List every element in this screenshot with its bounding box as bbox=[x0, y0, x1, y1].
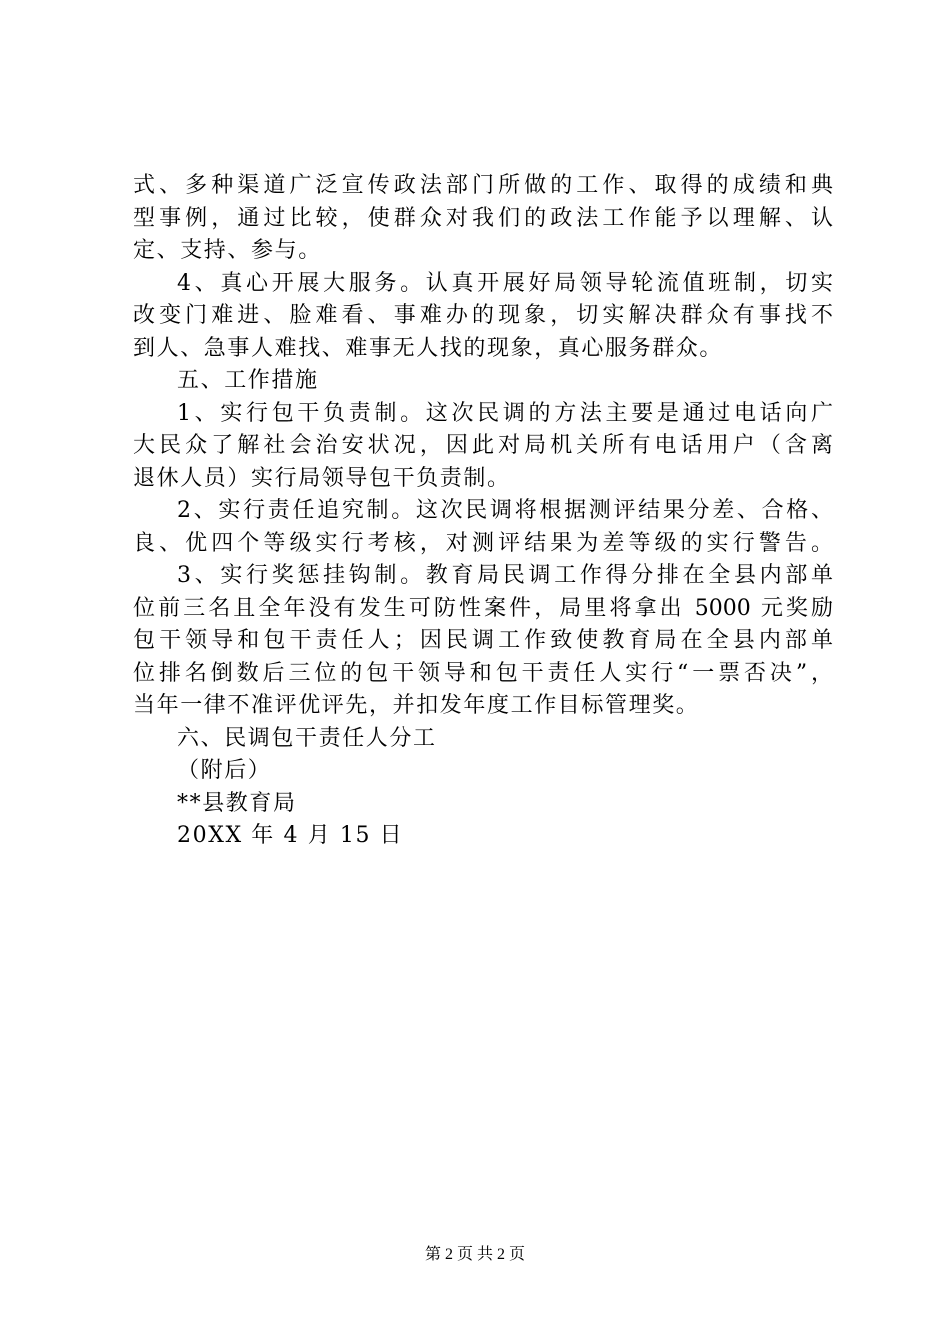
section-heading-measures: 五、工作措施 bbox=[177, 368, 319, 393]
page-footer bbox=[0, 1245, 950, 1265]
body-line-9: 大民众了解社会治安状况，因此对局机关所有电话用户（含离 bbox=[133, 433, 833, 458]
body-line-2: 型事例，通过比较，使群众对我们的政法工作能予以理解、认 bbox=[133, 205, 833, 231]
body-line-10: 退休人员）实行局领导包干负责制。 bbox=[133, 465, 511, 491]
section-heading-assignment: 六、民调包干责任人分工 bbox=[177, 725, 437, 751]
signature-date: 20XX 年 4 月 15 日 bbox=[177, 823, 404, 848]
body-line-15: 包干领导和包干责任人；因民调工作致使教育局在全县内部单 bbox=[133, 628, 833, 653]
appendix-note: （附后） bbox=[177, 758, 272, 783]
document-body bbox=[133, 170, 833, 853]
body-line-12: 良、优四个等级实行考核，对测评结果为差等级的实行警告。 bbox=[133, 530, 833, 556]
body-line-8: 1、实行包干负责制。这次民调的方法主要是通过电话向广 bbox=[177, 400, 833, 426]
body-line-6: 到人、急事人难找、难事无人找的现象，真心服务群众。 bbox=[133, 335, 724, 361]
body-line-17: 当年一律不准评优评先，并扣发年度工作目标管理奖。 bbox=[133, 693, 700, 718]
page-number-label: 第 2 页 共 2 页 bbox=[424, 1246, 525, 1263]
body-line-14: 位前三名且全年没有发生可防性案件，局里将拿出 5000 元奖励 bbox=[133, 595, 833, 621]
body-line-16: 位排名倒数后三位的包干领导和包干责任人实行“一票否决”， bbox=[133, 660, 833, 686]
body-line-5: 改变门难进、脸难看、事难办的现象，切实解决群众有事找不 bbox=[133, 303, 833, 328]
body-line-1: 式、多种渠道广泛宣传政法部门所做的工作、取得的成绩和典 bbox=[133, 173, 833, 198]
body-line-13: 3、实行奖惩挂钩制。教育局民调工作得分排在全县内部单 bbox=[177, 563, 833, 588]
body-line-4: 4、真心开展大服务。认真开展好局领导轮流值班制，切实 bbox=[177, 270, 833, 296]
body-line-11: 2、实行责任追究制。这次民调将根据测评结果分差、合格、 bbox=[177, 498, 833, 523]
body-line-3: 定、支持、参与。 bbox=[133, 238, 322, 263]
signature-organization: **县教育局 bbox=[177, 790, 297, 816]
